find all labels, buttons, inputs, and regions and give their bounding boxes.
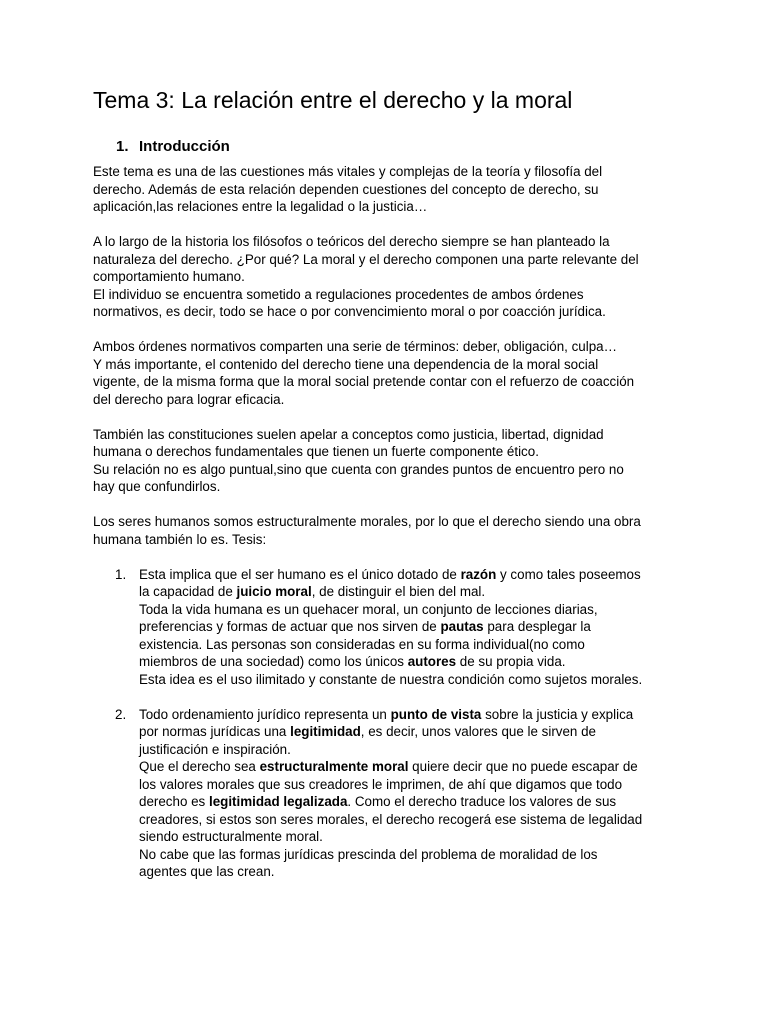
text-run: creadores, si estos son seres morales, el derecho recogerá ese sistema de legalidad [139, 811, 643, 827]
paragraph-line: El individuo se encuentra sometido a regulaciones procedentes de ambos órdenes [93, 286, 584, 302]
bold-term: legitimidad [290, 724, 361, 739]
list-item-line [139, 583, 683, 601]
list-item-line [139, 776, 683, 794]
text-run: los valores morales que sus creadores le imprimen, de ahí que digamos que todo [139, 776, 623, 792]
paragraph-line: hay que confundirlos. [93, 479, 221, 494]
text-run: Toda la vida humana es un quehacer moral, un conjunto de lecciones diarias, [139, 601, 598, 617]
paragraph-line: vigente, de la misma forma que la moral social pretende contar con el refuerzo de coacción [93, 374, 635, 389]
paragraph-line: Su relación no es algo puntual,sino que cuenta con grandes puntos de encuentro pero no [93, 461, 624, 477]
list-item [93, 706, 683, 881]
list-item-line [139, 653, 683, 671]
list-item-line [139, 601, 683, 619]
paragraph [93, 163, 683, 216]
paragraph-line: Ambos órdenes normativos comparten una serie de términos: deber, obligación, culpa… [93, 339, 618, 354]
text-run: No cabe que las formas jurídicas prescinda del problema de moralidad de los [139, 846, 598, 862]
list-item-line [139, 863, 683, 881]
text-run: siendo estructuralmente moral. [139, 829, 323, 844]
text-run: derecho es [139, 794, 209, 809]
list-item-line [139, 811, 683, 829]
list-marker: 2. [115, 706, 127, 722]
paragraph-line: También las constituciones suelen apelar a conceptos como justicia, libertad, dignidad [93, 426, 604, 442]
paragraph [93, 233, 683, 321]
paragraph-line: del derecho para lograr eficacia. [93, 391, 285, 407]
section-title: Introducción [139, 138, 230, 155]
paragraph [93, 426, 683, 496]
list-item-line [139, 793, 683, 811]
list-item-line [139, 828, 683, 846]
text-run: , de distinguir el bien del mal. [311, 584, 486, 599]
tesis-list [93, 566, 683, 881]
text-run: y como tales poseemos [496, 566, 641, 582]
list-item-line [139, 758, 683, 776]
paragraph [93, 513, 683, 548]
bold-term: estructuralmente moral [259, 759, 409, 774]
paragraph-line: A lo largo de la historia los filósofos o teóricos del derecho siempre se han planteado la [93, 234, 610, 249]
list-item-line [139, 741, 683, 759]
bold-term: razón [460, 566, 497, 582]
document-body [93, 163, 683, 898]
paragraph-line: comportamiento humano. [93, 269, 245, 284]
text-run: existencia. Las personas son consideradas en su forma individual(no como [139, 636, 585, 652]
bold-term: punto de vista [390, 706, 482, 722]
bold-term: autores [407, 654, 457, 669]
bold-term: pautas [440, 619, 484, 634]
text-run: justificación e inspiración. [139, 741, 291, 757]
text-run: . Como el derecho traduce los valores de sus [347, 794, 617, 809]
paragraph [93, 338, 683, 408]
list-item-line [139, 846, 683, 864]
text-run: sobre la justicia y explica [481, 706, 634, 722]
text-run: , es decir, unos valores que le sirven de [360, 724, 596, 739]
list-item [93, 566, 683, 689]
text-run: Esta idea es el uso ilimitado y constante de nuestra condición como sujetos morales. [139, 671, 643, 687]
list-item-line [139, 723, 683, 741]
text-run: de su propia vida. [456, 654, 566, 669]
list-item-line [139, 671, 683, 689]
paragraph-line: humana o derechos fundamentales que tienen un fuerte componente ético. [93, 444, 539, 459]
paragraph-line: naturaleza del derecho. ¿Por qué? La moral y el derecho componen una parte relevante del [93, 251, 639, 267]
list-item-line [139, 636, 683, 654]
text-run: preferencias y formas de actuar que nos sirven de [139, 619, 441, 634]
text-run: Que el derecho sea [139, 759, 260, 774]
text-run: agentes que las crean. [139, 864, 275, 879]
text-run: para desplegar la [483, 619, 591, 634]
list-item-line [139, 566, 683, 584]
text-run: Esta implica que el ser humano es el único dotado de [139, 566, 461, 582]
section-number: 1. [116, 138, 129, 155]
paragraph-line: Los seres humanos somos estructuralmente morales, por lo que el derecho siendo una obra [93, 514, 641, 529]
bold-term: legitimidad legalizada [208, 794, 348, 809]
paragraph-line: aplicación,las relaciones entre la legalidad o la justicia… [93, 199, 428, 214]
paragraph-line: Este tema es una de las cuestiones más vitales y complejas de la teoría y filosofía del [93, 164, 603, 179]
list-item-line [139, 618, 683, 636]
section-heading [116, 137, 230, 157]
paragraphs [93, 163, 683, 548]
text-run: por normas jurídicas una [139, 724, 291, 739]
document-title: Tema 3: La relación entre el derecho y la moral [93, 87, 573, 113]
bold-term: juicio moral [236, 584, 312, 599]
text-run: miembros de una sociedad) como los únicos [139, 654, 408, 669]
text-run: Todo ordenamiento jurídico representa un [139, 706, 391, 722]
list-marker: 1. [115, 566, 127, 582]
text-run: la capacidad de [139, 584, 237, 599]
paragraph-line: humana también lo es. Tesis: [93, 531, 267, 547]
list-item-line [139, 706, 683, 724]
paragraph-line: Y más importante, el contenido del derecho tiene una dependencia de la moral social [93, 356, 599, 372]
paragraph-line: normativos, es decir, todo se hace o por convencimiento moral o por coacción jurídica. [93, 304, 606, 319]
paragraph-line: derecho. Además de esta relación dependen cuestiones del concepto de derecho, su [93, 181, 599, 197]
text-run: quiere decir que no puede escapar de [408, 759, 638, 774]
